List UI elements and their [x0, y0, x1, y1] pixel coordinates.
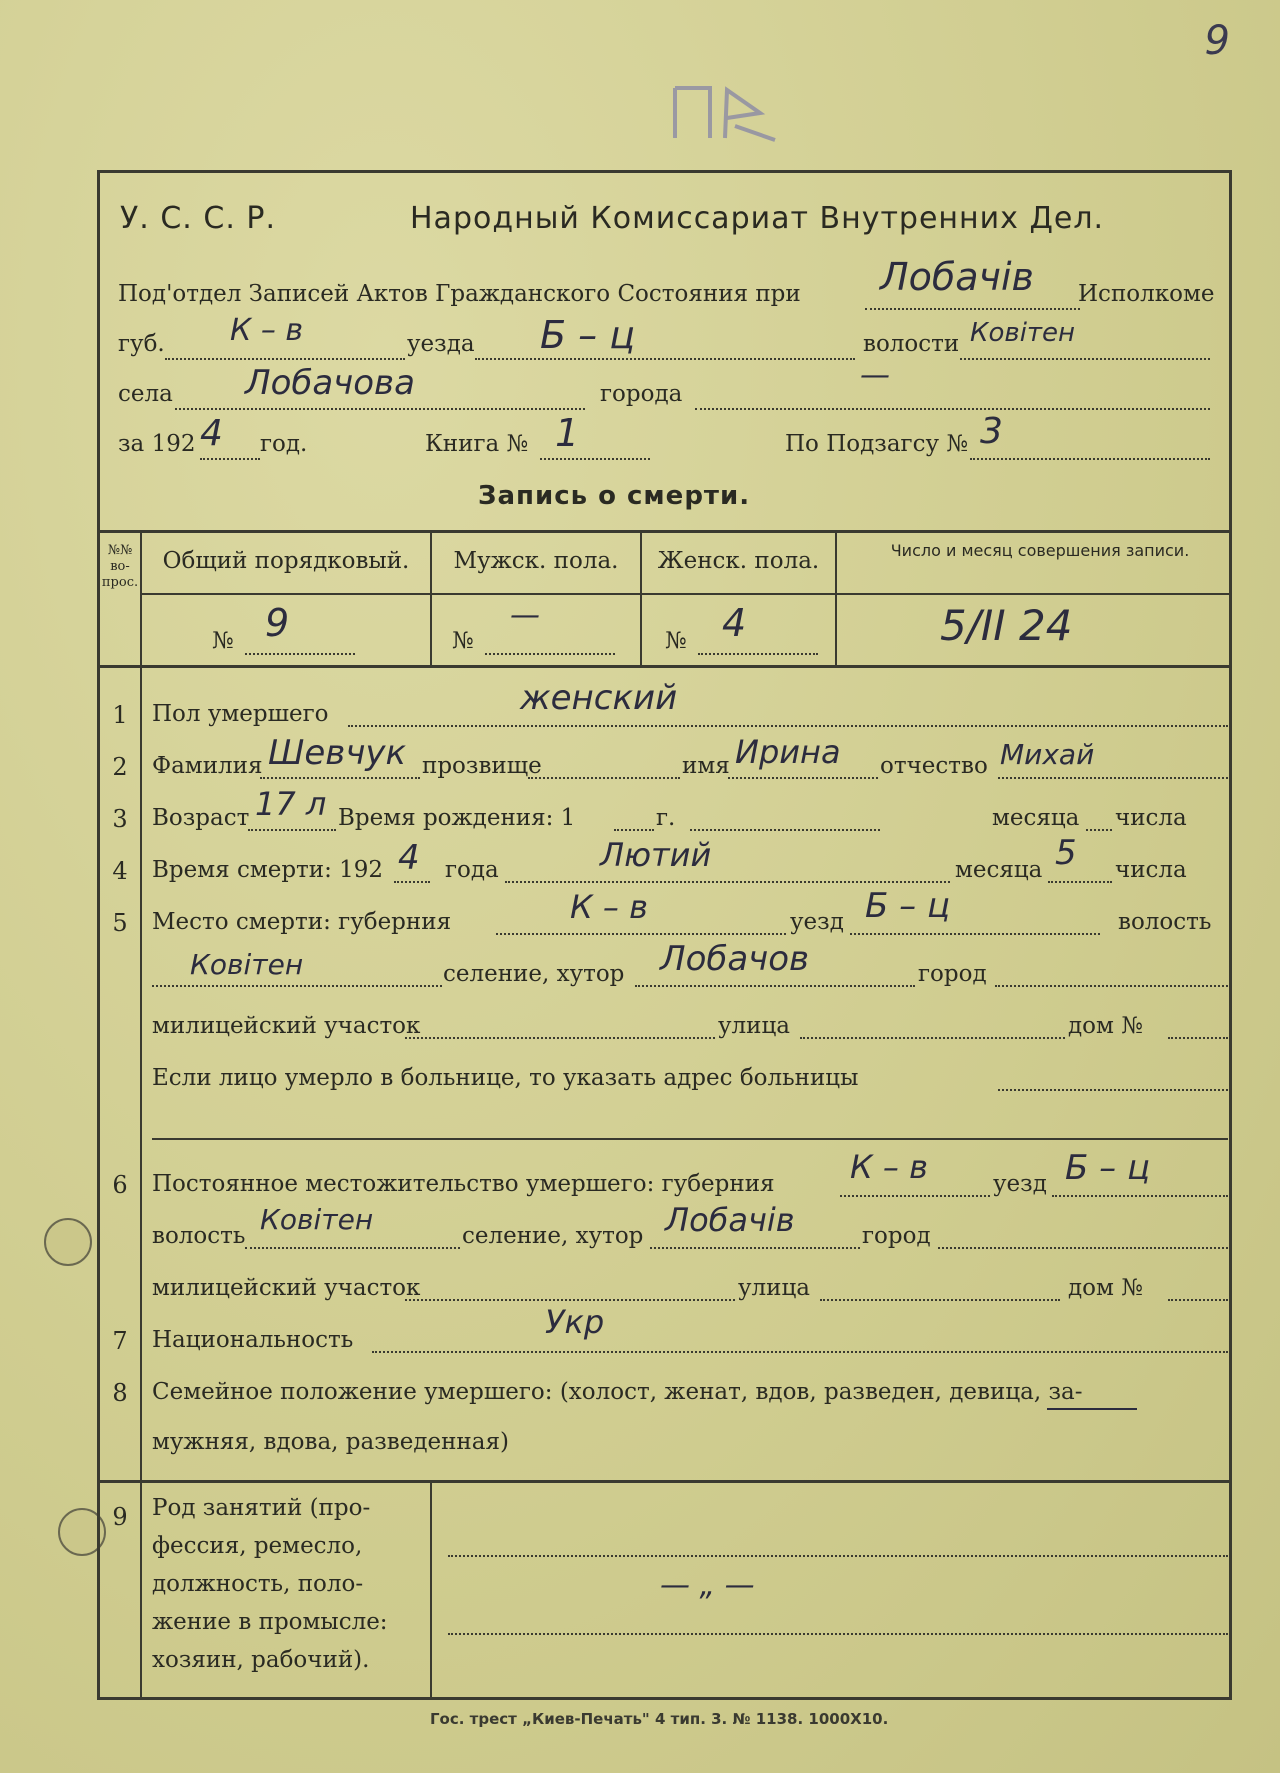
res-settlement-label: селение, хутор: [462, 1223, 644, 1249]
gub-label: губ.: [118, 331, 165, 357]
death-house-label: дом №: [1068, 1013, 1143, 1039]
hospital-label: Если лицо умерло в больнице, то указать адрес больницы: [152, 1065, 859, 1091]
res-house-field: [1168, 1299, 1228, 1301]
general-no: №: [212, 628, 234, 654]
hw-occupation: — „ —: [660, 1568, 755, 1603]
year-field: [200, 458, 260, 460]
hw-subgroup: 3: [980, 411, 1003, 452]
res-militia-label: милицейский участок: [152, 1275, 421, 1301]
death-month-field: [505, 881, 950, 883]
nickname-label: прозвище: [422, 753, 542, 779]
death-settlement-label: селение, хутор: [443, 961, 625, 987]
occupation-top-rule: [100, 1480, 1229, 1483]
table-mid-rule: [140, 593, 1229, 595]
death-volost-label: волость: [1118, 909, 1212, 935]
hw-date: 5/II 24: [940, 601, 1073, 650]
death-militia-field: [405, 1037, 715, 1039]
surname-field: [260, 777, 420, 779]
hw-death-settlement: Лобачов: [660, 939, 810, 979]
death-settlement-field: [635, 985, 915, 987]
general-field: [245, 653, 355, 655]
gub-field: [165, 358, 405, 360]
res-settlement-field: [650, 1247, 860, 1249]
hw-res-gub: К – в: [850, 1148, 928, 1186]
row-8-number: 8: [112, 1379, 128, 1407]
row-9-number: 9: [112, 1503, 128, 1531]
year-suffix: год.: [260, 431, 308, 457]
occupation-line-2: фессия, ремесло,: [152, 1533, 363, 1559]
row-6-number: 6: [112, 1171, 128, 1199]
number-column-rule: [140, 530, 142, 1700]
hw-general: 9: [265, 601, 290, 645]
hw-pri: Лобачів: [880, 255, 1034, 299]
occupation-field-2: [448, 1633, 1228, 1635]
subgroup-label: По Подзагсу №: [785, 431, 969, 457]
gorod-label: города: [600, 381, 683, 407]
death-gub-field: [496, 933, 786, 935]
hospital-field: [998, 1089, 1228, 1091]
hw-res-settlement: Лобачів: [665, 1201, 795, 1239]
male-field: [485, 653, 615, 655]
table-top-rule: [100, 530, 1229, 533]
volost-label: волости: [863, 331, 960, 357]
hw-res-uezd: Б – ц: [1065, 1148, 1151, 1188]
res-street-label: улица: [738, 1275, 810, 1301]
name-field: [728, 777, 878, 779]
death-militia-label: милицейский участок: [152, 1013, 421, 1039]
res-volost-label: волость: [152, 1223, 246, 1249]
row-1-number: 1: [112, 701, 128, 729]
death-street-label: улица: [718, 1013, 790, 1039]
age-label: Возраст: [152, 805, 250, 831]
nationality-label: Национальность: [152, 1327, 354, 1353]
patronymic-label: отчество: [880, 753, 988, 779]
hw-book: 1: [555, 411, 580, 455]
hw-death-gub: К – в: [570, 888, 648, 926]
hw-selo: Лобачова: [245, 363, 415, 403]
death-month-label: месяца: [955, 857, 1043, 883]
volost-field: [960, 358, 1210, 360]
hw-gub: К – в: [230, 313, 304, 348]
row-2-number: 2: [112, 753, 128, 781]
residence-label: Постоянное местожительство умершего: губерния: [152, 1171, 775, 1197]
death-street-field: [800, 1037, 1065, 1039]
row-7-number: 7: [112, 1327, 128, 1355]
book-field: [540, 458, 650, 460]
republic-title: У. С. С. Р.: [120, 201, 277, 236]
marital-underline-mark: [1047, 1408, 1137, 1410]
record-title: Запись о смерти.: [478, 481, 751, 511]
row-1-field: [348, 725, 1228, 727]
hw-death-uezd: Б – ц: [865, 886, 951, 926]
punch-hole-top: [44, 1218, 92, 1266]
birth-day-field: [1086, 829, 1112, 831]
hw-age: 17 л: [255, 785, 327, 823]
nationality-field: [372, 1351, 1228, 1353]
death-city-field: [995, 985, 1228, 987]
uezd-label: уезда: [407, 331, 475, 357]
res-city-label: город: [862, 1223, 931, 1249]
res-volost-field: [245, 1247, 460, 1249]
hw-res-volost: Ковітен: [260, 1203, 374, 1236]
death-uezd-field: [850, 933, 1100, 935]
hw-volost: Ковітен: [970, 318, 1076, 348]
res-street-field: [820, 1299, 1060, 1301]
table-bottom-rule: [100, 665, 1229, 668]
subdept-label: Под'отдел Записей Актов Гражданского Состояния при: [118, 281, 801, 307]
death-day-field: [1048, 881, 1112, 883]
col-nn-header: №№ во- прос.: [101, 543, 139, 590]
female-field: [698, 653, 818, 655]
nickname-field: [528, 777, 680, 779]
birth-g-label: г.: [656, 805, 676, 831]
printer-imprint: Гос. трест „Киев-Печать" 4 тип. 3. № 1138. 1000Х10.: [430, 1710, 889, 1728]
hw-death-year: 4: [398, 838, 420, 878]
hw-uezd: Б – ц: [540, 313, 636, 357]
marital-label-line1: Семейное положение умершего: (холост, женат, вдов, разведен, девица, за-: [152, 1379, 1083, 1405]
male-no: №: [452, 628, 474, 654]
age-field: [248, 829, 336, 831]
hw-year: 4: [200, 413, 223, 454]
marital-label-line2: мужняя, вдова, разведенная): [152, 1429, 509, 1455]
res-militia-field: [405, 1299, 735, 1301]
hospital-line-2: [152, 1138, 1228, 1140]
pri-field: [865, 308, 1080, 310]
col-date-header: Число и месяц совершения записи.: [890, 541, 1190, 560]
gorod-field: [695, 408, 1210, 410]
death-day-label: числа: [1115, 857, 1187, 883]
occupation-line-4: жение в промысле:: [152, 1609, 388, 1635]
hw-patronymic: Михай: [1000, 738, 1095, 771]
col-male-header: Мужск. пола.: [453, 548, 619, 574]
hw-male: —: [510, 598, 540, 633]
subdept-suffix: Исполкоме: [1078, 281, 1215, 307]
female-no: №: [665, 628, 687, 654]
uezd-field: [475, 358, 855, 360]
hw-name: Ирина: [735, 733, 841, 771]
row-4-number: 4: [112, 857, 128, 885]
hw-death-month: Лютий: [600, 836, 712, 874]
birth-day-label: числа: [1115, 805, 1187, 831]
hw-death-volost: Ковітен: [190, 948, 304, 981]
row-1-label: Пол умершего: [152, 701, 329, 727]
commissariat-title: Народный Комиссариат Внутренних Дел.: [410, 201, 1105, 236]
occupation-field-1: [448, 1555, 1228, 1557]
name-label: имя: [682, 753, 730, 779]
book-label: Книга №: [425, 431, 529, 457]
row-5-number: 5: [112, 909, 128, 937]
page-number: 9: [1204, 18, 1230, 64]
col-rule-3: [835, 530, 837, 665]
stamp-mark: [665, 78, 785, 148]
res-gub-field: [840, 1195, 990, 1197]
death-house-field: [1168, 1037, 1228, 1039]
death-year-label: года: [445, 857, 499, 883]
occupation-line-3: должность, поло-: [152, 1571, 364, 1597]
hw-female: 4: [722, 601, 747, 645]
selo-field: [175, 408, 585, 410]
res-uezd-label: уезд: [993, 1171, 1047, 1197]
occupation-line-1: Род занятий (про-: [152, 1495, 371, 1521]
birth-year-field: [614, 829, 654, 831]
col-female-header: Женск. пола.: [657, 548, 820, 574]
year-label: за 192: [118, 431, 196, 457]
hw-surname: Шевчук: [268, 733, 407, 773]
hw-nationality: Укр: [545, 1303, 605, 1341]
death-record-form: [97, 170, 1232, 1700]
birth-month-field: [690, 829, 880, 831]
occupation-line-5: хозяин, рабочий).: [152, 1647, 370, 1673]
hw-death-day: 5: [1055, 833, 1077, 873]
death-uezd-label: уезд: [790, 909, 844, 935]
surname-label: Фамилия: [152, 753, 263, 779]
col-general-header: Общий порядковый.: [162, 548, 410, 574]
hw-gorod: —: [860, 358, 890, 393]
death-year-field: [394, 881, 430, 883]
patronymic-field: [998, 777, 1228, 779]
hw-sex: женский: [520, 678, 678, 718]
death-time-label: Время смерти: 192: [152, 857, 384, 883]
death-volost-field: [152, 985, 442, 987]
subgroup-field: [970, 458, 1210, 460]
res-city-field: [938, 1247, 1228, 1249]
res-house-label: дом №: [1068, 1275, 1143, 1301]
death-city-label: город: [918, 961, 987, 987]
occupation-column-rule: [430, 1480, 432, 1700]
birth-month-label: месяца: [992, 805, 1080, 831]
selo-label: села: [118, 381, 173, 407]
res-uezd-field: [1052, 1195, 1228, 1197]
death-place-label: Место смерти: губерния: [152, 909, 452, 935]
birth-label: Время рождения: 1: [338, 805, 576, 831]
row-3-number: 3: [112, 805, 128, 833]
